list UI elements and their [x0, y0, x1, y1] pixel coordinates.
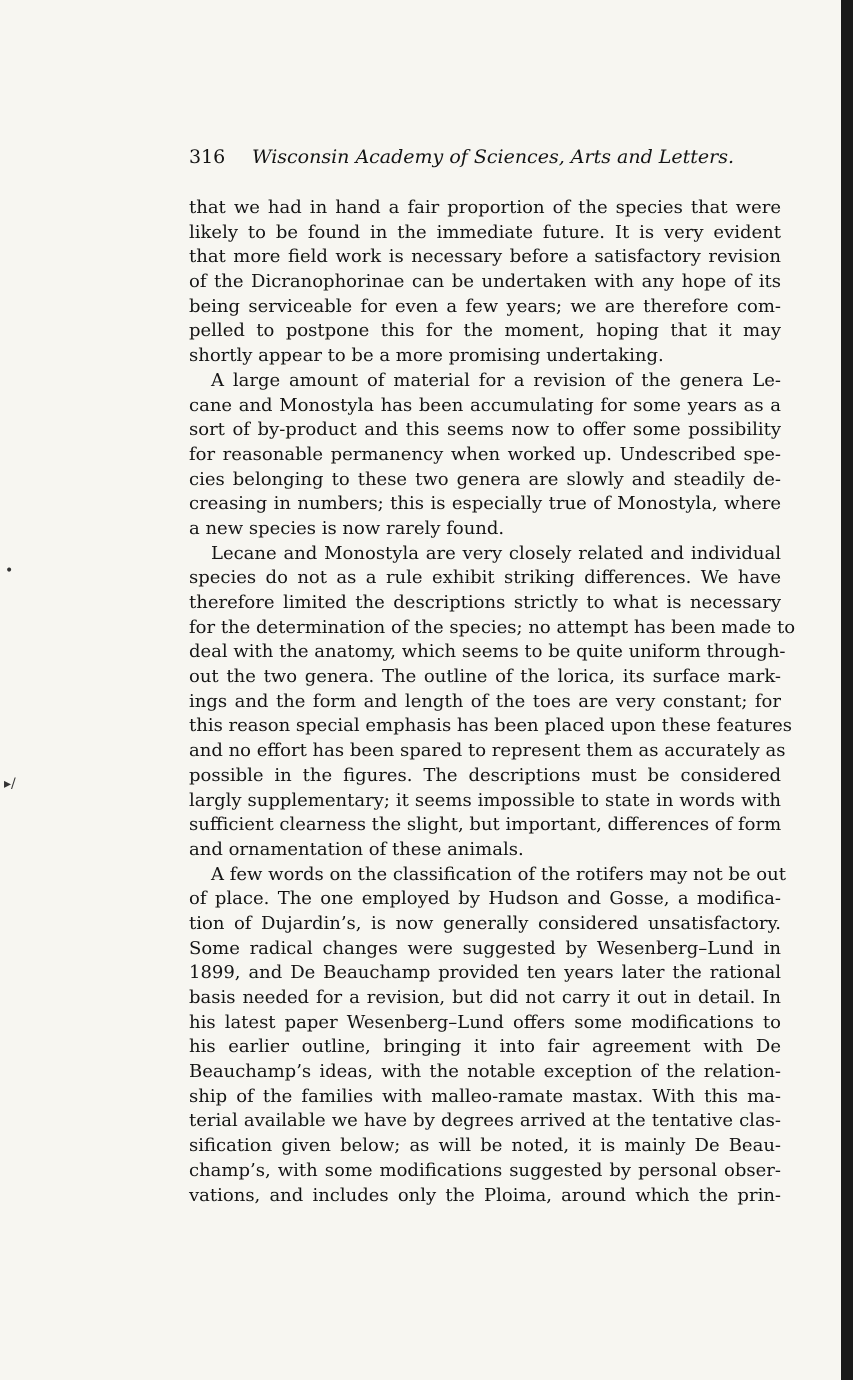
text-line: sort of by-product and this seems now to offer some possibility: [189, 419, 781, 441]
paragraph: [189, 542, 796, 863]
page-header: [189, 146, 783, 174]
text-line: for the determination of the species; no attempt has been made to: [189, 616, 796, 638]
text-line: for reasonable permanency when worked up. Undescribed spe-: [189, 443, 781, 465]
text-line: likely to be found in the immediate future. It is very evident: [189, 221, 781, 243]
text-line: that we had in hand a fair proportion of the species that were: [189, 197, 781, 218]
text-line: therefore limited the descriptions strictly to what is necessary: [189, 592, 781, 613]
text-line: A large amount of material for a revision of the genera Le-: [211, 369, 781, 391]
text-line: that more field work is necessary before a satisfactory revision: [189, 246, 781, 268]
text-line: champ’s, with some modifications suggested by personal obser-: [189, 1159, 781, 1181]
text-line: this reason special emphasis has been placed upon these features: [189, 715, 793, 737]
text-line: of place. The one employed by Hudson and Gosse, a modifica-: [189, 888, 781, 910]
text-line: sification given below; as will be noted, it is mainly De Beau-: [189, 1135, 781, 1157]
text-line: Lecane and Monostyla are very closely related and individual: [211, 542, 781, 564]
text-line: basis needed for a revision, but did not carry it out in detail. In: [189, 987, 781, 1008]
text-line: a new species is now rarely found.: [189, 517, 505, 539]
text-line: ings and the form and length of the toes are very constant; for: [189, 690, 781, 712]
text-line: shortly appear to be a more promising undertaking.: [189, 345, 664, 367]
text-line: Beauchamp’s ideas, with the notable exception of the relation-: [189, 1061, 781, 1083]
page-number: 316: [189, 146, 226, 168]
text-line: 1899, and De Beauchamp provided ten years later the rational: [189, 962, 781, 984]
text-line: his latest paper Wesenberg–Lund offers some modifications to: [189, 1011, 781, 1033]
text-line: creasing in numbers; this is especially true of Monostyla, where: [189, 493, 781, 515]
paragraph: [189, 369, 781, 542]
text-line: deal with the anatomy, which seems to be quite uniform through-: [189, 641, 786, 663]
text-line: and ornamentation of these animals.: [189, 838, 524, 860]
text-line: his earlier outline, bringing it into fair agreement with De: [189, 1036, 781, 1058]
text-line: largly supplementary; it seems impossible to state in words with: [189, 789, 781, 811]
text-line: terial available we have by degrees arrived at the tentative clas-: [189, 1110, 781, 1132]
text-line: vations, and includes only the Ploima, around which the prin-: [189, 1184, 781, 1206]
text-line: being serviceable for even a few years; we are therefore com-: [189, 295, 781, 317]
text-line: tion of Dujardin’s, is now generally considered unsatisfactory.: [189, 912, 781, 934]
text-line: out the two genera. The outline of the lorica, its surface mark-: [189, 666, 781, 688]
text-line: species do not as a rule exhibit striking differences. We have: [189, 567, 781, 589]
body-text: [189, 196, 796, 1208]
text-line: pelled to postpone this for the moment, hoping that it may: [189, 320, 781, 342]
text-line: cies belonging to these two genera are slowly and steadily de-: [189, 468, 781, 490]
text-line: of the Dicranophorinae can be undertaken with any hope of its: [189, 271, 781, 293]
text-line: cane and Monostyla has been accumulating for some years as a: [189, 394, 781, 416]
text-line: Some radical changes were suggested by Wesenberg–Lund in: [189, 937, 781, 959]
text-line: ship of the families with malleo-ramate mastax. With this ma-: [189, 1085, 781, 1107]
running-title: Wisconsin Academy of Sciences, Arts and Letters.: [252, 146, 735, 168]
margin-bracket-mark: ▸/: [4, 776, 16, 792]
paragraph: [189, 863, 786, 1209]
text-line: and no effort has been spared to represent them as accurately as: [189, 740, 786, 762]
scan-page-edge: [841, 0, 853, 1380]
text-line: A few words on the classification of the rotifers may not be out: [211, 863, 786, 885]
paragraph: [189, 196, 781, 369]
text-line: sufficient clearness the slight, but important, differences of form: [189, 814, 782, 836]
margin-dot-mark: •: [5, 563, 14, 579]
text-line: possible in the figures. The descriptions must be considered: [189, 764, 781, 786]
